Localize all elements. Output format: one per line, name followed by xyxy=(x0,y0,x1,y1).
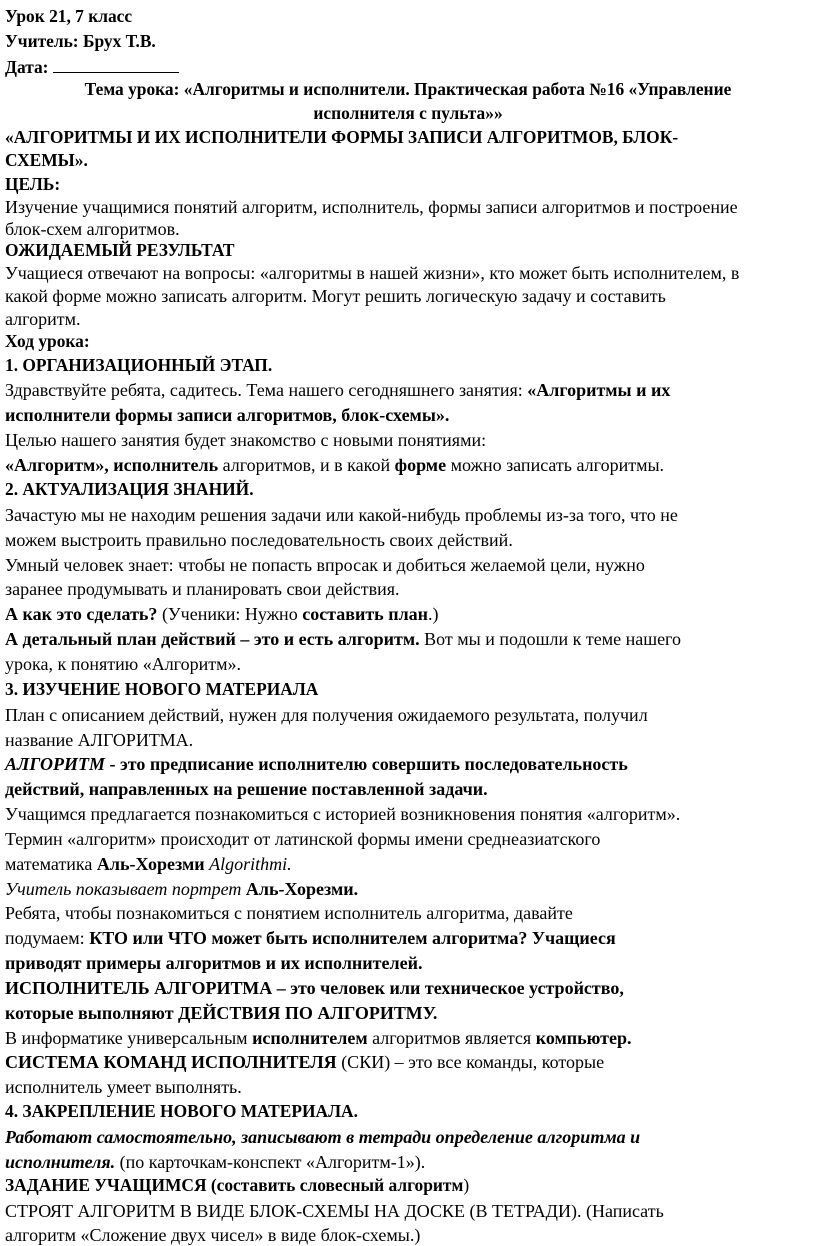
subtitle-line-2: СХЕМЫ». xyxy=(5,150,88,170)
section-3-line-8: Учитель показывает портрет Аль-Хорезми. xyxy=(5,879,359,899)
section-1-line-3: Целью нашего занятия будет знакомство с новыми понятиями: xyxy=(5,430,487,450)
section-2-line-1: Зачастую мы не находим решения задачи или какой-нибудь проблемы из-за того, что не xyxy=(5,505,678,525)
section-2-line-5: А как это сделать? (Ученики: Нужно составить план.) xyxy=(5,604,439,624)
section-3-line-7: математика Аль-Хорезми Algorithmi. xyxy=(5,854,292,874)
teacher-label: Учитель: Брух Т.В. xyxy=(5,31,156,51)
subtitle-line-1: «АЛГОРИТМЫ И ИХ ИСПОЛНИТЕЛИ ФОРМЫ ЗАПИСИ АЛГОРИТМОВ, БЛОК- xyxy=(5,127,679,147)
goal-heading: ЦЕЛЬ: xyxy=(5,174,61,194)
goal-line-2: блок-схем алгоритмов. xyxy=(5,219,180,239)
section-4-line-3: ЗАДАНИЕ УЧАЩИМСЯ (составить словесный алгоритм) xyxy=(5,1175,470,1195)
date-line xyxy=(5,57,179,76)
section-1-heading: 1. ОРГАНИЗАЦИОННЫЙ ЭТАП. xyxy=(5,355,273,375)
section-2-line-3: Умный человек знает: чтобы не попасть впросак и добиться желаемой цели, нужно xyxy=(5,555,645,575)
section-1-line-2: исполнители формы записи алгоритмов, блок-схемы». xyxy=(5,405,450,425)
section-3-line-11: приводят примеры алгоритмов и их исполнителей. xyxy=(5,953,423,973)
date-label: Дата: xyxy=(5,57,49,77)
goal-line-1: Изучение учащимися понятий алгоритм, исполнитель, формы записи алгоритмов и построение xyxy=(5,197,738,217)
section-2-line-6: А детальный план действий – это и есть алгоритм. Вот мы и подошли к теме нашего xyxy=(5,629,681,649)
section-3-line-1: План с описанием действий, нужен для получения ожидаемого результата, получил xyxy=(5,705,648,725)
expected-line-2: какой форме можно записать алгоритм. Могут решить логическую задачу и составить xyxy=(5,286,666,306)
section-3-line-10: подумаем: КТО или ЧТО может быть исполнителем алгоритма? Учащиеся xyxy=(5,928,616,948)
section-3-line-4: действий, направленных на решение поставленной задачи. xyxy=(5,779,488,799)
section-3-line-16: исполнитель умеет выполнять. xyxy=(5,1077,242,1097)
section-2-line-2: можем выстроить правильно последовательность своих действий. xyxy=(5,530,513,550)
section-3-line-15: СИСТЕМА КОМАНД ИСПОЛНИТЕЛЯ (СКИ) – это все команды, которые xyxy=(5,1052,605,1072)
section-3-line-5: Учащимся предлагается познакомиться с историей возникновения понятия «алгоритм». xyxy=(5,804,681,824)
expected-line-1: Учащиеся отвечают на вопросы: «алгоритмы в нашей жизни», кто может быть исполнителем, в xyxy=(5,263,740,283)
section-2-line-4: заранее продумывать и планировать свои действия. xyxy=(5,579,400,599)
section-1-line-4: «Алгоритм», исполнитель алгоритмов, и в какой форме можно записать алгоритмы. xyxy=(5,455,665,475)
topic-line-1: Тема урока: «Алгоритмы и исполнители. Практическая работа №16 «Управление xyxy=(84,79,732,99)
section-3-line-6: Термин «алгоритм» происходит от латинской формы имени среднеазиатского xyxy=(5,829,601,849)
section-3-heading: 3. ИЗУЧЕНИЕ НОВОГО МАТЕРИАЛА xyxy=(5,679,319,699)
date-blank xyxy=(53,57,179,73)
lesson-label: Урок 21, 7 класс xyxy=(5,6,133,26)
section-4-line-1: Работают самостоятельно, записывают в тетради определение алгоритма и xyxy=(5,1127,641,1147)
section-3-line-12: ИСПОЛНИТЕЛЬ АЛГОРИТМА – это человек или техническое устройство, xyxy=(5,978,624,998)
section-3-line-2: название АЛГОРИТМА. xyxy=(5,730,194,750)
section-3-line-3: АЛГОРИТМ - это предписание исполнителю совершить последовательность xyxy=(5,754,628,774)
section-2-heading: 2. АКТУАЛИЗАЦИЯ ЗНАНИЙ. xyxy=(5,479,254,499)
section-4-line-2: исполнителя. (по карточкам-конспект «Алгоритм-1»). xyxy=(5,1152,426,1172)
expected-line-3: алгоритм. xyxy=(5,309,81,329)
expected-heading: ОЖИДАЕМЫЙ РЕЗУЛЬТАТ xyxy=(5,240,235,260)
section-2-line-7: урока, к понятию «Алгоритм». xyxy=(5,654,242,674)
section-4-line-5: алгоритм «Сложение двух чисел» в виде блок-схемы.) xyxy=(5,1225,421,1245)
section-3-line-13: которые выполняют ДЕЙСТВИЯ ПО АЛГОРИТМУ. xyxy=(5,1003,438,1023)
topic-line-2: исполнителя с пульта»» xyxy=(313,103,503,123)
section-4-line-4: СТРОЯТ АЛГОРИТМ В ВИДЕ БЛОК-СХЕМЫ НА ДОСКЕ (В ТЕТРАДИ). (Написать xyxy=(5,1201,664,1221)
section-1-line-1: Здравствуйте ребята, садитесь. Тема нашего сегодняшнего занятия: «Алгоритмы и их xyxy=(5,380,671,400)
section-3-line-9: Ребята, чтобы познакомиться с понятием исполнитель алгоритма, давайте xyxy=(5,903,573,923)
section-4-heading: 4. ЗАКРЕПЛЕНИЕ НОВОГО МАТЕРИАЛА. xyxy=(5,1101,358,1121)
section-3-line-14: В информатике универсальным исполнителем алгоритмов является компьютер. xyxy=(5,1028,632,1048)
course-heading: Ход урока: xyxy=(5,331,90,351)
